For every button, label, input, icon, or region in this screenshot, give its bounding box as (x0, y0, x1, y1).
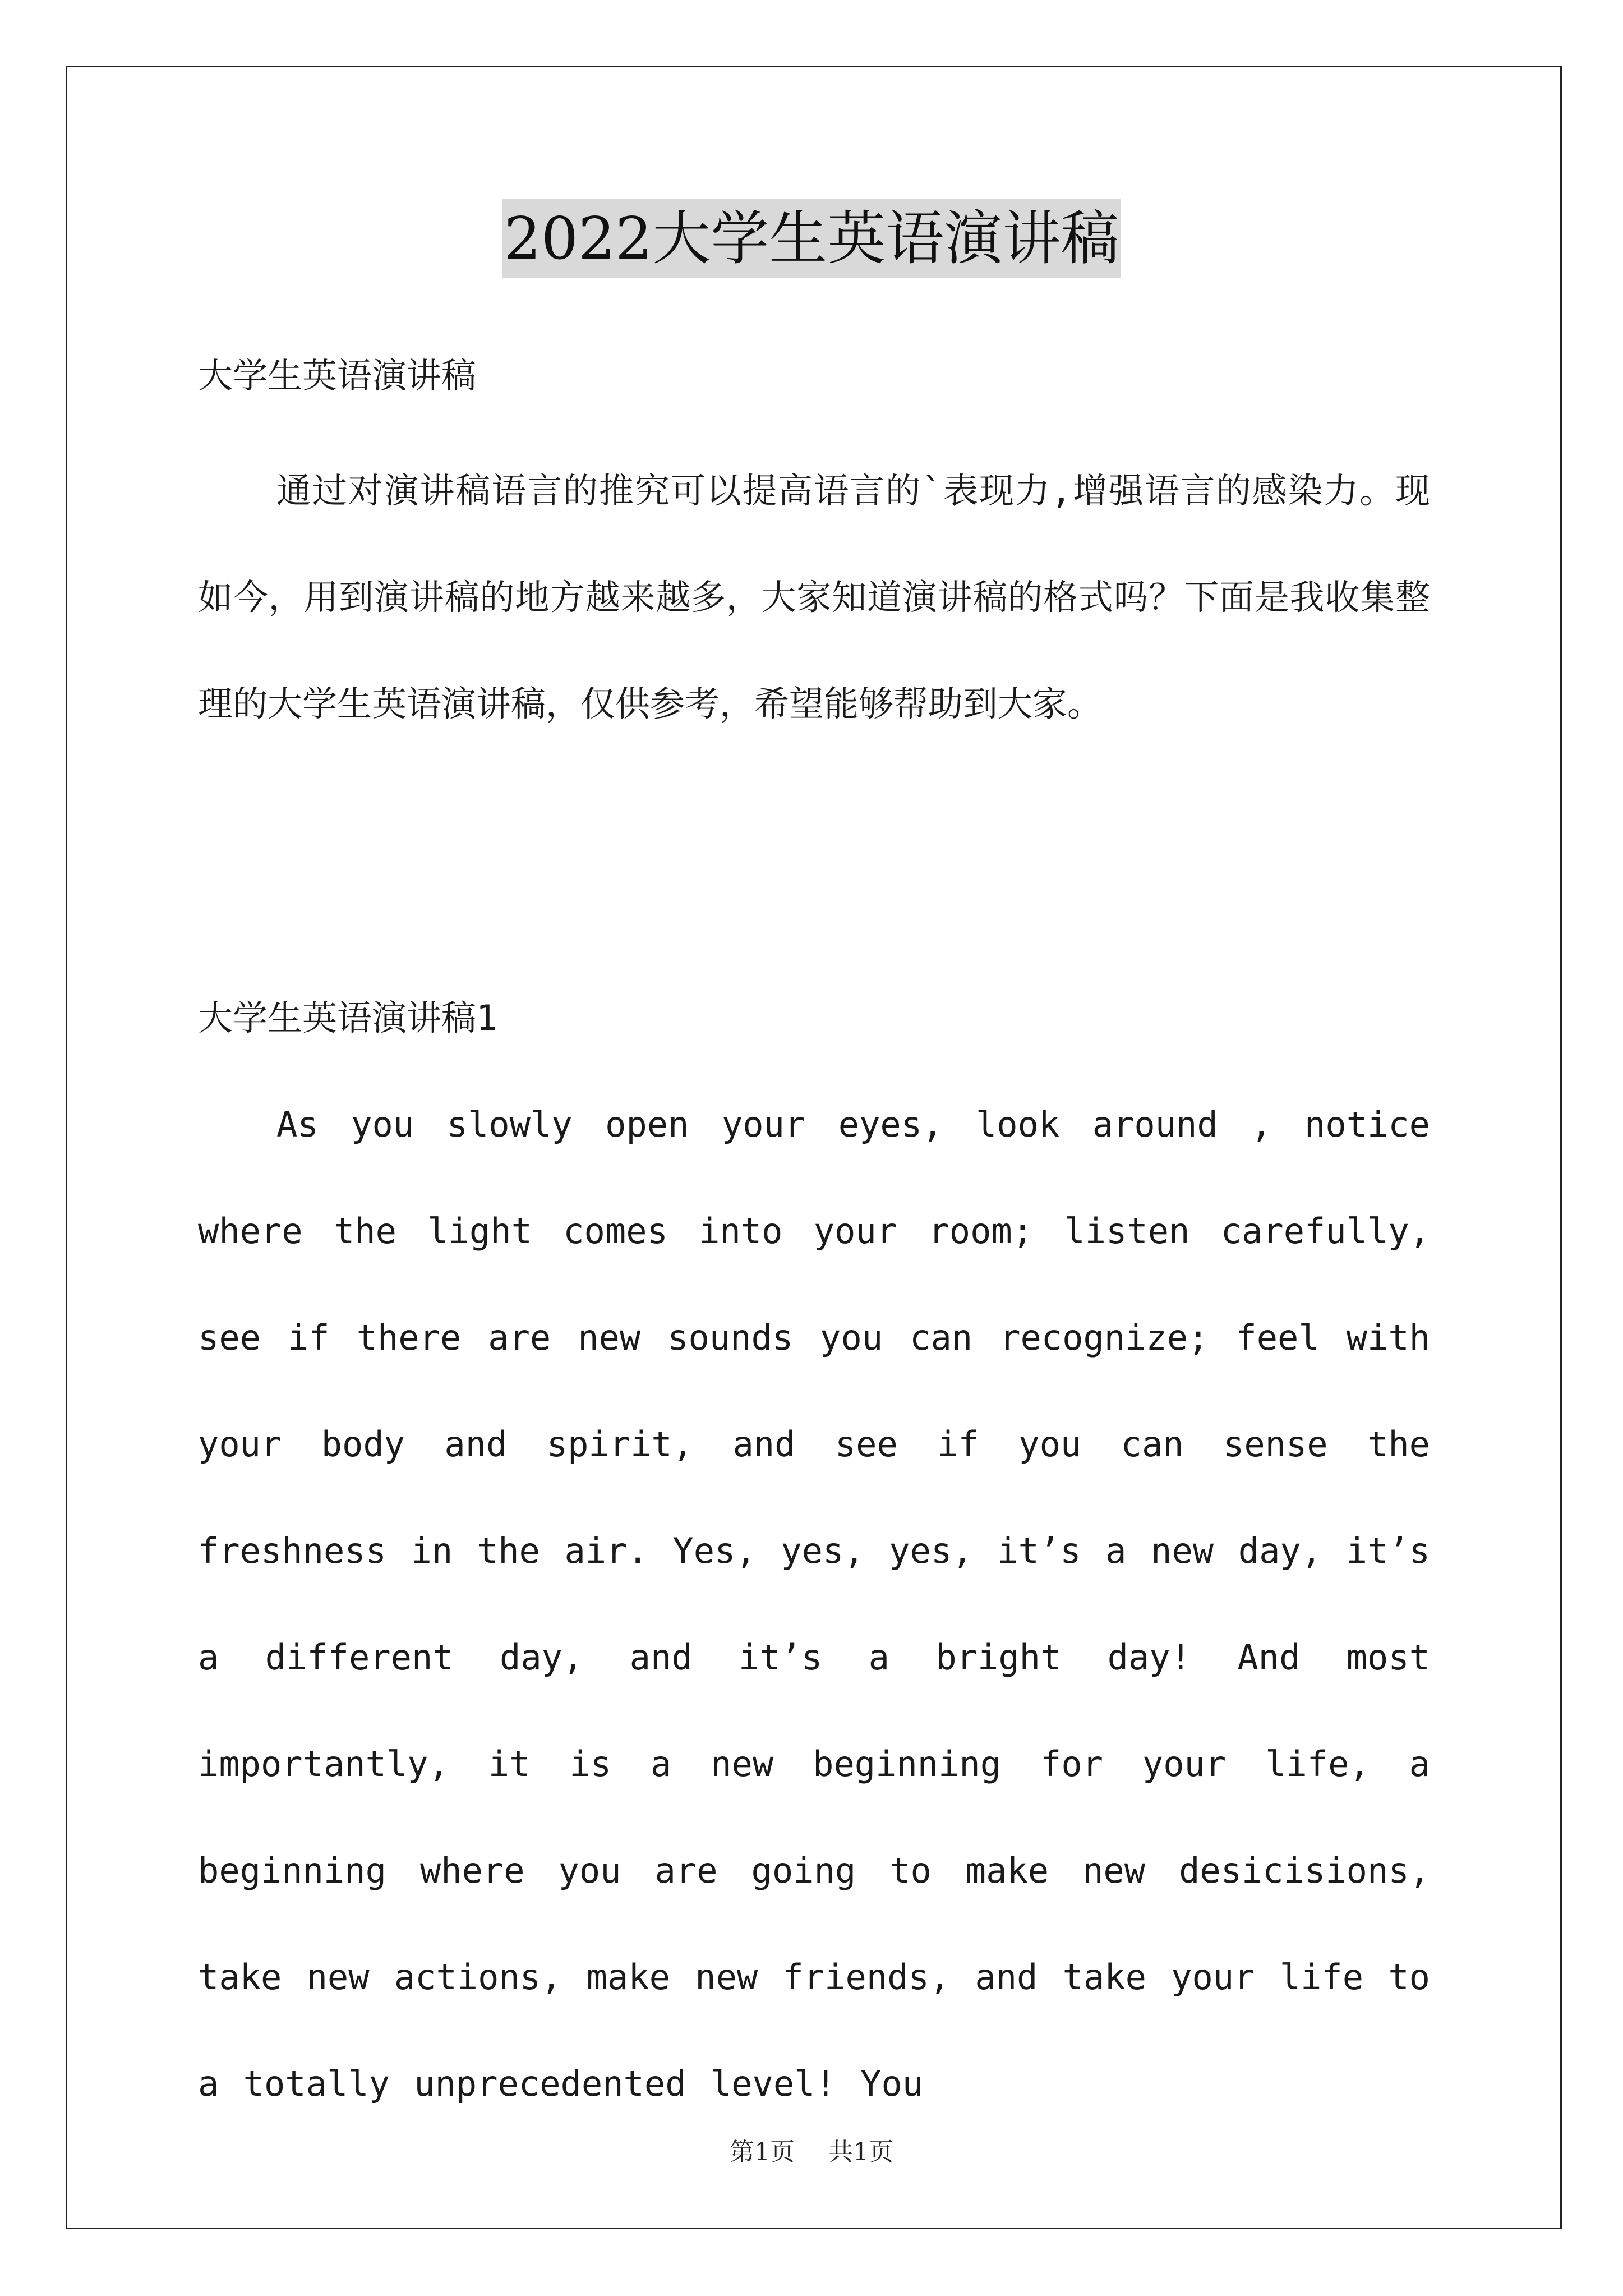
page-number-current: 第1页 (730, 2138, 795, 2166)
page-footer (0, 2132, 1623, 2168)
document-title: 2022大学生英语演讲稿 (502, 199, 1122, 278)
section-heading: 大学生英语演讲稿1 (198, 997, 497, 1038)
page-number-total: 共1页 (828, 2138, 893, 2166)
section-paragraph: As you slowly open your eyes, look around , notice where the light comes into your room; listen carefully, see if there are new sounds you can recognize; feel with your body and spirit, and see if you can sense the freshness in the air. Yes, yes, yes, it’s a new day, it’s a different day, and it’s a bright day! And most importantly, it is a new beginning for your life, a beginning where you are going to make new desicisions, take new actions, make new friends, and take your life to a totally unprecedented level! You (198, 1104, 1430, 2104)
subtitle: 大学生英语演讲稿 (198, 355, 477, 396)
title-container (0, 199, 1623, 278)
intro-paragraph: 通过对演讲稿语言的推究可以提高语言的`表现力,增强语言的感染力。现如今，用到演讲稿的地方越来越多，大家知道演讲稿的格式吗？下面是我收集整理的大学生英语演讲稿，仅供参考，希望能够帮助到大家。 (198, 470, 1430, 724)
